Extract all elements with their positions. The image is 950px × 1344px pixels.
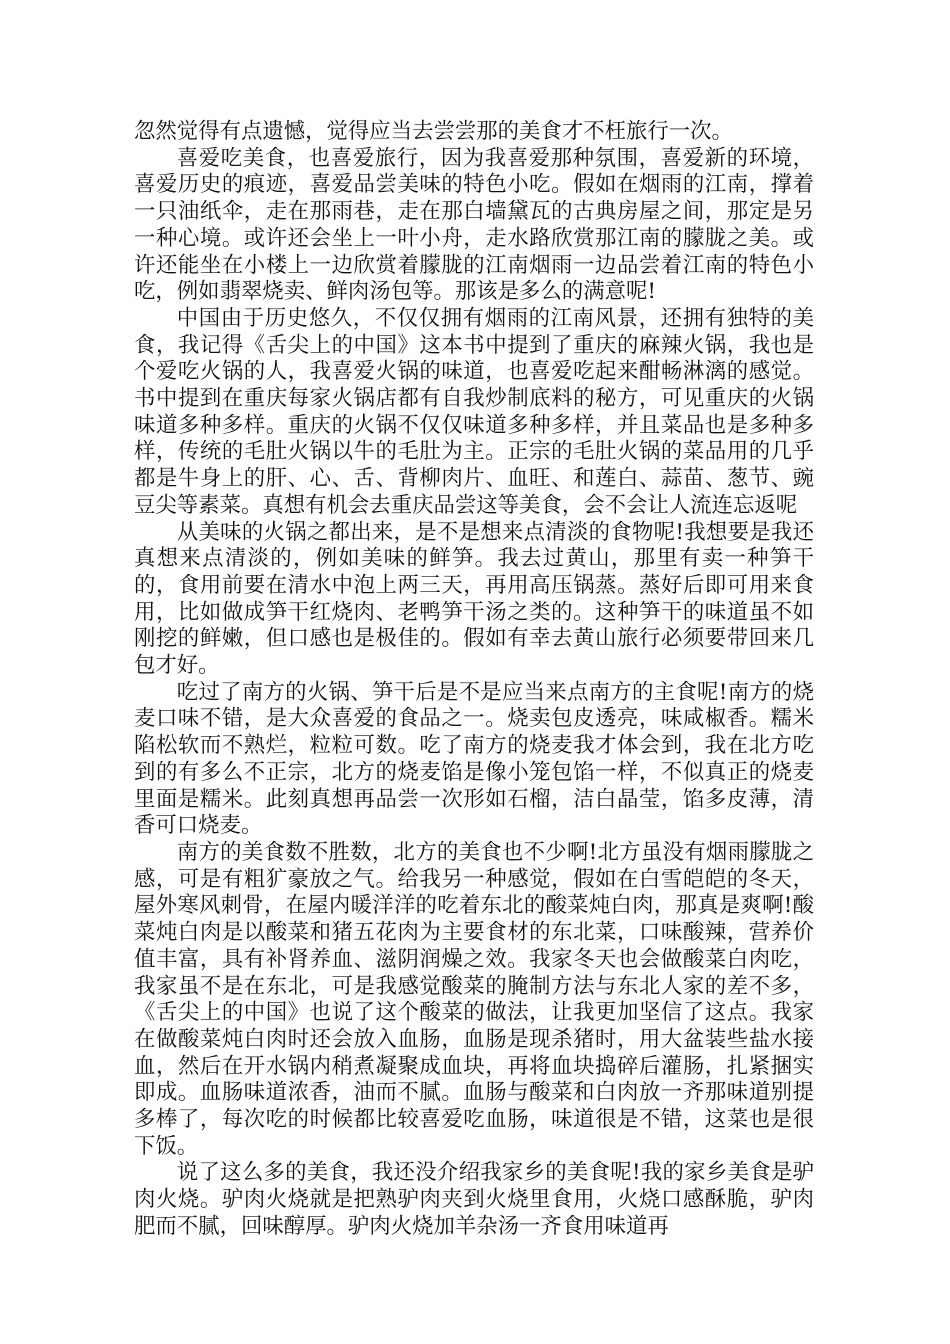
paragraph-6: 南方的美食数不胜数，北方的美食也不少啊!北方虽没有烟雨朦胧之感，可是有粗犷豪放之气。给我另一种感觉，假如在白雪皑皑的冬天，屋外寒风刺骨，在屋内暖洋洋的吃着东北的酸菜炖白肉，那真是爽啊!酸菜炖白肉是以酸菜和猪五花肉为主要食材的东北菜，口味酸辣，营养价值丰富，具有补肾养血、滋阴润燥之效。我家冬天也会做酸菜白肉吃，我家虽不是在东北，可是我感觉酸菜的腌制方法与东北人家的差不多，《舌尖上的中国》也说了这个酸菜的做法，让我更加坚信了这点。我家在做酸菜炖白肉时还会放入血肠，血肠是现杀猪时，用大盆装些盐水接血，然后在开水锅内稍煮凝聚成血块，再将血块捣碎后灌肠，扎紧捆实即成。血肠味道浓香，油而不腻。血肠与酸菜和白肉放一齐那味道别提多棒了，每次吃的时候都比较喜爱吃血肠，味道很是不错，这菜也是很下饭。 [134, 839, 814, 1159]
paragraph-2: 喜爱吃美食，也喜爱旅行，因为我喜爱那种氛围，喜爱新的环境，喜爱历史的痕迹，喜爱品尝美味的特色小吃。假如在烟雨的江南，撑着一只油纸伞，走在那雨巷，走在那白墙黛瓦的古典房屋之间，那定是另一种心境。或许还会坐上一叶小舟，走水路欣赏那江南的朦胧之美。或许还能坐在小楼上一边欣赏着朦胧的江南烟雨一边品尝着江南的特色小吃，例如翡翠烧卖、鲜肉汤包等。那该是多么的满意呢! [134, 145, 814, 305]
paragraph-4: 从美味的火锅之都出来，是不是想来点清淡的食物呢!我想要是我还真想来点清淡的，例如美味的鲜笋。我去过黄山，那里有卖一种笋干的，食用前要在清水中泡上两三天，再用高压锅蒸。蒸好后即可用来食用，比如做成笋干红烧肉、老鸭笋干汤之类的。这种笋干的味道虽不如刚挖的鲜嫩，但口感也是极佳的。假如有幸去黄山旅行必须要带回来几包才好。 [134, 519, 814, 679]
paragraph-3: 中国由于历史悠久，不仅仅拥有烟雨的江南风景，还拥有独特的美食，我记得《舌尖上的中国》这本书中提到了重庆的麻辣火锅，我也是个爱吃火锅的人，我喜爱火锅的味道，也喜爱吃起来酣畅淋漓的感觉。书中提到在重庆每家火锅店都有自我炒制底料的秘方，可见重庆的火锅味道多种多样。重庆的火锅不仅仅味道多种多样，并且菜品也是多种多样，传统的毛肚火锅以牛的毛肚为主。正宗的毛肚火锅的菜品用的几乎都是牛身上的肝、心、舌、背柳肉片、血旺、和莲白、蒜苗、葱节、豌豆尖等素菜。真想有机会去重庆品尝这等美食，会不会让人流连忘返呢 [134, 305, 814, 518]
paragraph-5: 吃过了南方的火锅、笋干后是不是应当来点南方的主食呢!南方的烧麦口味不错，是大众喜爱的食品之一。烧卖包皮透亮，味咸椒香。糯米陷松软而不熟烂，粒粒可数。吃了南方的烧麦我才体会到，我在北方吃到的有多么不正宗，北方的烧麦馅是像小笼包馅一样，不似真正的烧麦里面是糯米。此刻真想再品尝一次形如石榴，洁白晶莹，馅多皮薄，清香可口烧麦。 [134, 679, 814, 839]
paragraph-1: 忽然觉得有点遗憾，觉得应当去尝尝那的美食才不枉旅行一次。 [134, 119, 733, 144]
document-page [134, 119, 814, 1241]
paragraph-7: 说了这么多的美食，我还没介绍我家乡的美食呢!我的家乡美食是驴肉火烧。驴肉火烧就是把熟驴肉夹到火烧里食用，火烧口感酥脆，驴肉肥而不腻，回味醇厚。驴肉火烧加羊杂汤一齐食用味道再 [134, 1160, 814, 1239]
